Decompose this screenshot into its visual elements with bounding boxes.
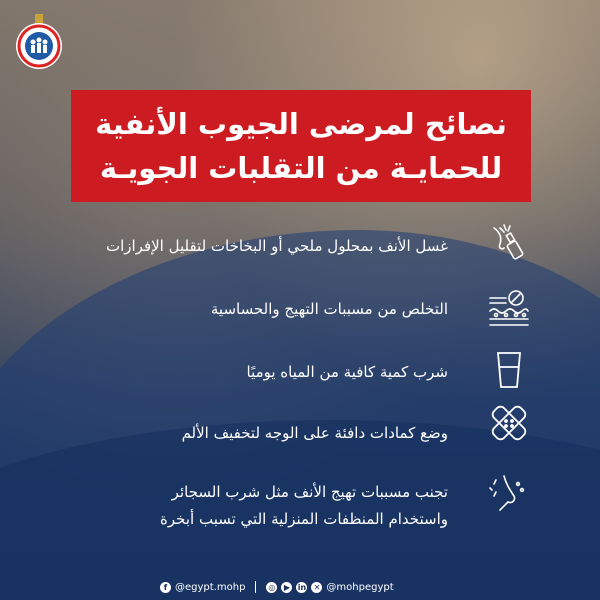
tip-item-5 <box>160 479 448 533</box>
nasal-spray-icon <box>486 222 532 268</box>
x-icon[interactable]: ✕ <box>311 582 322 593</box>
tip-item-4: وضع كمادات دافئة على الوجه لتخفيف الألم <box>181 424 448 442</box>
nose-irritant-icon <box>486 470 532 516</box>
facebook-handle[interactable]: @egypt.mohp <box>175 581 246 593</box>
tip-item-1: غسل الأنف بمحلول ملحي أو البخاخات لتقليل الإفرازات <box>105 237 448 255</box>
instagram-icon[interactable]: ◎ <box>266 582 277 593</box>
title-line-2: للحمايـة من التقلبات الجويـة <box>99 151 503 185</box>
tip-item-5-line-2: واستخدام المنظفات المنزلية التي تسبب أبخرة <box>160 510 448 528</box>
youtube-icon[interactable]: ▶ <box>281 582 292 593</box>
tip-item-5-line-1: تجنب مسببات تهيج الأنف مثل شرب السجائر <box>171 483 448 501</box>
tip-item-2: التخلص من مسببات التهيج والحساسية <box>210 300 448 318</box>
tip-item-3: شرب كمية كافية من المياه يوميًا <box>246 363 448 381</box>
footer-divider <box>255 581 256 593</box>
allergen-icon <box>486 285 532 331</box>
linkedin-icon[interactable]: in <box>297 582 307 592</box>
facebook-icon[interactable]: f <box>160 582 171 593</box>
social-handle[interactable]: @mohpegypt <box>326 581 394 593</box>
bandage-icon <box>486 400 532 446</box>
title-line-1: نصائح لمرضى الجيوب الأنفية <box>95 107 507 141</box>
footer-social <box>160 579 394 595</box>
water-glass-icon <box>486 347 532 393</box>
